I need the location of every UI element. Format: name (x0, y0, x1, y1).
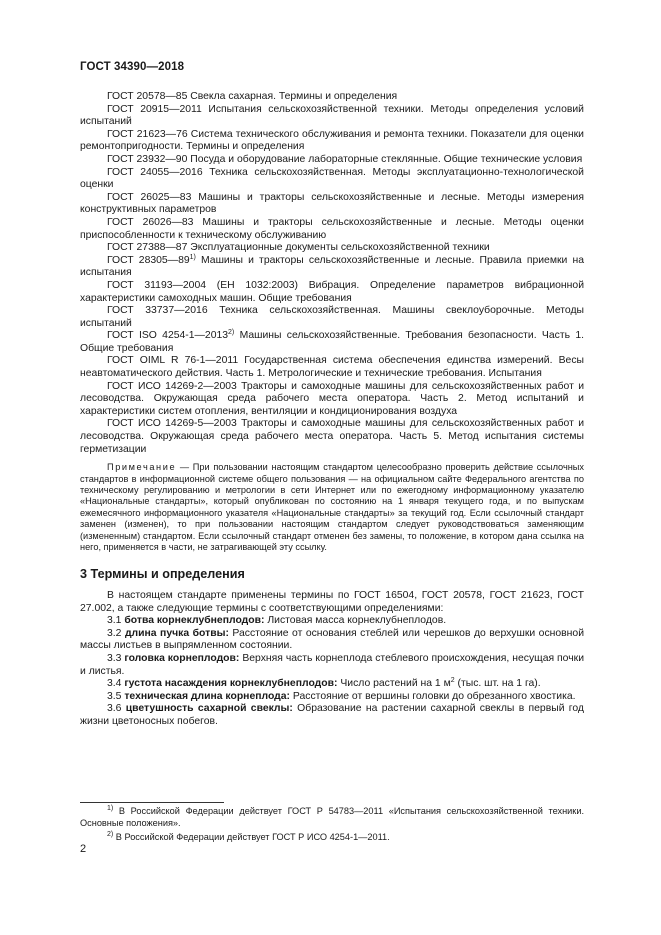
superscript: 2 (450, 677, 455, 685)
reference-item: ГОСТ 20915—2011 Испытания сельскохозяйственной техники. Методы определения условий испытаний (80, 103, 584, 128)
footnote-text: В Российской Федерации действует ГОСТ Р ИСО 4254-1—2011. (113, 832, 390, 843)
term-definition (80, 703, 584, 728)
term-number: 3.6 (107, 703, 126, 715)
term-definition (80, 678, 584, 691)
term-text-cont: (тыс. шт. на 1 га). (454, 678, 541, 690)
section-title: 3 Термины и определения (80, 567, 245, 582)
term-name: головка корнеплодов: (124, 653, 240, 665)
term-name: густота насаждения корнеклубнеплодов: (124, 678, 338, 690)
reference-item: ГОСТ ИСО 14269-2—2003 Тракторы и самоходные машины для сельскохозяйственных работ и лесоводства. Окружающая среда рабочего места оператора. Часть 2. Метод испытаний и характеристики систем отопления, вентиляции и кондиционирования воздуха (80, 380, 584, 417)
term-definition (80, 653, 584, 678)
reference-item: ГОСТ 26026—83 Машины и тракторы сельскохозяйственные и лесные. Методы оценки приспособленности к техническому обслуживанию (80, 216, 584, 241)
term-definition (80, 628, 584, 653)
note-paragraph (80, 462, 584, 553)
footnote-mark: 1) (107, 805, 114, 812)
reference-item: ГОСТ ИСО 14269-5—2003 Тракторы и самоходные машины для сельскохозяйственных работ и лесоводства. Окружающая среда рабочего места оператора. Часть 5. Метод испытания системы герметизации (80, 418, 584, 455)
note-text: — При пользовании настоящим стандартом целесообразно проверить действие ссылочных стандартов в информационной системе общего пользования — на официальном сайте Федерального агентства по техническому регулированию и метрологии в сети Интернет или по ежегодному информационному указателю «Национальные стандарты», который опубликован по состоянию на 1 января текущего года, и по выпускам ежемесячного информационного указателя «Национальные стандарты» за текущий год. Если ссылочный стандарт заменен (изменен), то при пользовании настоящим стандартом следует руководствоваться заменяющим (измененным) стандартом. Если ссылочный стандарт отменен без замены, то положение, в котором дана ссылка на него, применяется в части, не затрагивающей эту ссылку. (80, 462, 584, 553)
reference-title: Машины сельскохозяйственные. Требования безопасности. Часть 1. Общие требования (80, 330, 584, 354)
reference-item (80, 330, 584, 355)
footnote (80, 832, 584, 844)
term-text: Число растений на 1 м (337, 678, 451, 690)
reference-item: ГОСТ 20578—85 Свекла сахарная. Термины и определения (107, 91, 398, 102)
footnote-ref: 2) (228, 329, 235, 337)
reference-item: ГОСТ 23932—90 Посуда и оборудование лабораторные стеклянные. Общие технические условия (107, 153, 583, 165)
footnote-divider (80, 802, 224, 803)
term-name: цветушность сахарной свеклы: (125, 703, 293, 715)
reference-code: ГОСТ ISO 4254-1—2013 (107, 330, 229, 342)
reference-item: ГОСТ 31193—2004 (ЕН 1032:2003) Вибрация. Определение параметров вибрационной характеристики самоходных машин. Общие требования (80, 279, 584, 304)
reference-item: ГОСТ 21623—76 Система технического обслуживания и ремонта техники. Показатели для оценки ремонтопригодности. Термины и определения (80, 128, 584, 153)
term-number: 3.4 (107, 678, 125, 690)
term-number: 3.5 (107, 690, 125, 702)
footnote-ref: 1) (189, 253, 196, 261)
reference-item: ГОСТ OIML R 76-1—2011 Государственная система обеспечения единства измерений. Весы неавтоматического действия. Часть 1. Метрологические и технические требования. Испытания (80, 355, 584, 380)
term-name: длина пучка ботвы: (124, 627, 229, 639)
reference-code: ГОСТ 28305—89 (107, 254, 190, 266)
term-name: техническая длина корнеплода: (124, 690, 291, 702)
term-text: Расстояние от вершины головки до обрезанного хвостика. (290, 690, 576, 702)
footnotes (80, 806, 584, 844)
term-definition (80, 615, 584, 628)
reference-item: ГОСТ 27388—87 Эксплуатационные документы сельскохозяйственной техники (107, 242, 490, 254)
term-text: Верхняя часть корнеплода стеблевого происхождения, несущая почки и листья. (80, 653, 584, 677)
reference-item (80, 255, 584, 280)
reference-item: ГОСТ 24055—2016 Техника сельскохозяйственная. Методы эксплуатационно-технологической оценки (80, 166, 584, 191)
page-number: 2 (80, 843, 87, 855)
document-body (80, 91, 584, 729)
reference-item: ГОСТ 33737—2016 Техника сельскохозяйственная. Машины свеклоуборочные. Методы испытаний (80, 305, 584, 329)
reference-title: Машины и тракторы сельскохозяйственные и лесные. Правила приемки на испытания (80, 254, 585, 279)
footnote-mark: 2) (107, 831, 114, 839)
footnote (80, 806, 584, 829)
standard-code-header: ГОСТ 34390—2018 (80, 61, 185, 73)
term-text: Расстояние от основания стеблей или черешков до верхушки основной массы листьев в выпрямленном состоянии. (80, 627, 585, 652)
footnote-text: В Российской Федерации действует ГОСТ Р 54783—2011 «Испытания сельскохозяйственной техники. Основные положения». (80, 806, 584, 828)
term-definition (80, 691, 584, 704)
term-number: 3.2 (107, 627, 125, 639)
term-text: Листовая масса корнеклубнеплодов. (264, 615, 447, 627)
section-intro: В настоящем стандарте применены термины по ГОСТ 16504, ГОСТ 20578, ГОСТ 21623, ГОСТ 27.002, а также следующие термины с соответствующими определениями: (80, 590, 584, 614)
note-label: Примечание (107, 462, 177, 473)
term-text: Образование на растении сахарной свеклы в первый год жизни цветоносных побегов. (80, 703, 584, 727)
term-number: 3.3 (107, 653, 125, 665)
reference-item: ГОСТ 26025—83 Машины и тракторы сельскохозяйственные и лесные. Методы измерения конструктивных параметров (80, 191, 584, 216)
term-number: 3.1 (107, 615, 125, 627)
term-name: ботва корнеклубнеплодов: (124, 615, 265, 627)
